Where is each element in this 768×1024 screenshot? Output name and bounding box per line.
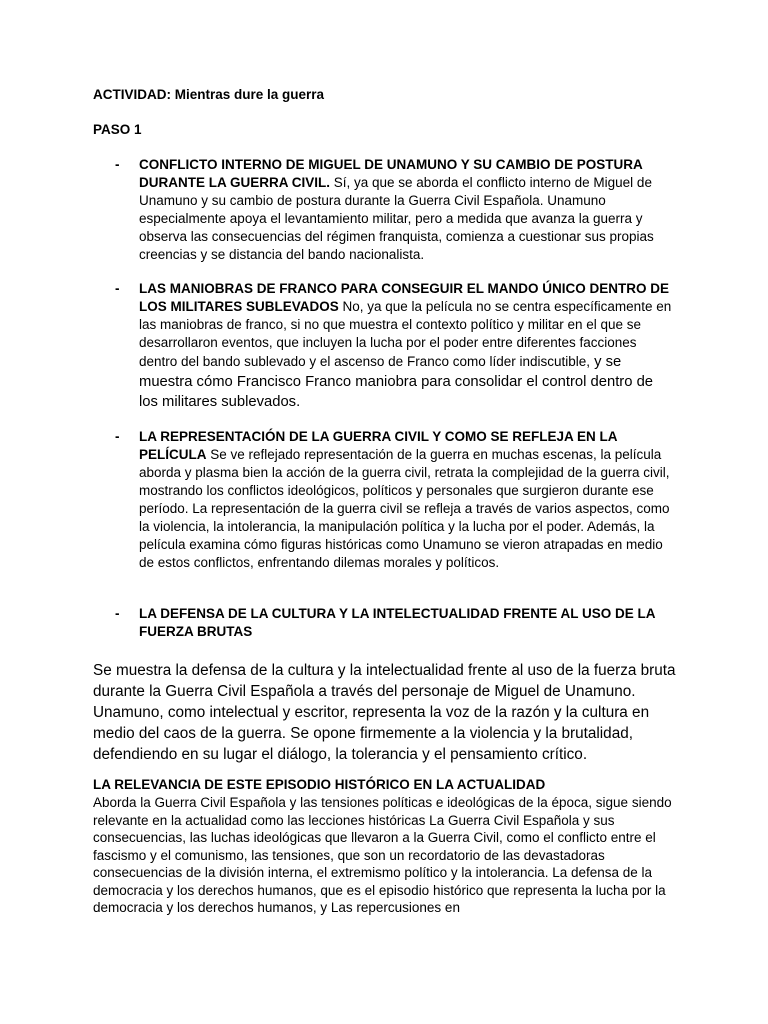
item-heading: LAS MANIOBRAS DE FRANCO PARA CONSEGUIR EL MANDO ÚNICO DENTRO DE LOS MILITARES SUBLEVADOS	[139, 281, 670, 314]
list-dash: -	[115, 429, 120, 444]
item-body-large: y se muestra cómo Francisco Franco maniobra para consolidar el control dentro de los militares sublevados.	[139, 354, 654, 410]
section-heading: LA RELEVANCIA DE ESTE EPISODIO HISTÓRICO EN LA ACTUALIDAD	[93, 777, 546, 792]
list-dash: -	[115, 157, 120, 172]
item-heading: LA REPRESENTACIÓN DE LA GUERRA CIVIL Y COMO SE REFLEJA EN LA PELÍCULA	[139, 429, 618, 462]
item-body: Se ve reflejado representación de la guerra en muchas escenas, la película aborda y plasma bien la acción de la guerra civil, retrata la complejidad de la guerra civil, mostrando los conflictos ideológicos, políticos y personales que surgieron durante ese período. La representación de la guerra civil se refleja a través de varios aspectos, como la violencia, la intolerancia, la manipulación política y la lucha por el poder. Además, la película examina cómo figuras históricas como Unamuno se vieron atrapadas en medio de estos conflictos, enfrentando dilemas morales y políticos.	[139, 447, 670, 570]
section-body: Aborda la Guerra Civil Española y las tensiones políticas e ideológicas de la época, sigue siendo relevante en la actualidad como las lecciones históricas La Guerra Civil Española y sus consecuencias, las luchas ideológicas que llevaron a la Guerra Civil, como el conflicto entre el fascismo y el comunismo, las tensiones, que son un recordatorio de las devastadoras consecuencias de la división interna, el extremismo político y la intolerancia. La defensa de la democracia y los derechos humanos, que es el episodio histórico que representa la lucha por la democracia y los derechos humanos, y Las repercusiones en	[93, 795, 672, 915]
list-item	[115, 280, 675, 412]
list-dash: -	[115, 281, 120, 296]
item-heading: LA DEFENSA DE LA CULTURA Y LA INTELECTUALIDAD FRENTE AL USO DE LA FUERZA BRUTAS	[139, 606, 655, 639]
item-body: Sí, ya que se aborda el conflicto interno de Miguel de Unamuno y su cambio de postura durante la Guerra Civil Española. Unamuno especialmente apoya el levantamiento militar, pero a medida que avanza la guerra y observa las consecuencias del régimen franquista, comienza a cuestionar sus propias creencias y se distancia del bando nacionalista.	[139, 175, 654, 262]
item-heading: CONFLICTO INTERNO DE MIGUEL DE UNAMUNO Y SU CAMBIO DE POSTURA DURANTE LA GUERRA CIVIL.	[139, 157, 643, 190]
document-title: ACTIVIDAD: Mientras dure la guerra	[93, 87, 325, 102]
step-heading: PASO 1	[93, 122, 142, 137]
list-item	[115, 605, 675, 641]
list-item	[115, 428, 675, 572]
list-dash: -	[115, 606, 120, 621]
body-paragraph: Se muestra la defensa de la cultura y la intelectualidad frente al uso de la fuerza bruta durante la Guerra Civil Española a través del personaje de Miguel de Unamuno. Unamuno, como intelectual y escritor, representa la voz de la razón y la cultura en medio del caos de la guerra. Se opone firmemente a la violencia y la brutalidad, defendiendo en su lugar el diálogo, la tolerancia y el pensamiento crítico.	[93, 662, 676, 763]
item-body: No, ya que la película no se centra específicamente en las maniobras de franco, si no que muestra el contexto político y militar en el que se desarrollaron eventos, que incluyen la lucha por el poder entre diferentes facciones dentro del bando sublevado y el ascenso de Franco como líder indiscutible,	[139, 299, 672, 369]
list-item	[115, 156, 675, 264]
